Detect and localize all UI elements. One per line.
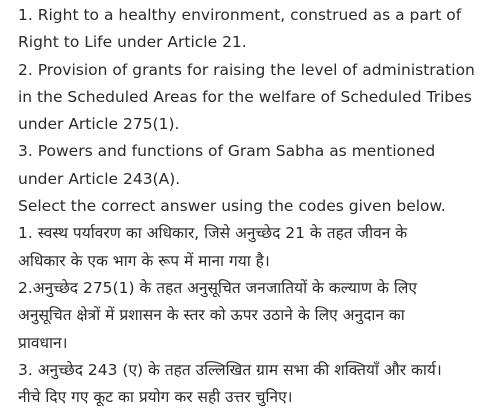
statement-1-line-1: 1. Right to a healthy environment, construed as a part of (18, 6, 462, 24)
statement-3-line-1: 3. Powers and functions of Gram Sabha as mentioned (18, 142, 436, 161)
hindi-statement-2-line-2: अनुसूचित क्षेत्रों में प्रशासन के स्तर को ऊपर उठाने के लिए अनुदान का (18, 306, 405, 325)
statement-3-line-2: under Article 243(A). (18, 169, 181, 188)
hindi-statement-2-line-3: प्रावधान। (18, 333, 68, 352)
statement-2-line-1: 2. Provision of grants for raising the level of administration (18, 60, 475, 79)
hindi-instruction-line: नीचे दिए गए कूट का प्रयोग कर सही उत्तर चुनिए। (18, 388, 293, 407)
statement-2-line-3: under Article 275(1). (18, 115, 180, 134)
statement-2-line-2: in the Scheduled Areas for the welfare of Scheduled Tribes (18, 87, 472, 106)
hindi-statement-3-line-1: 3. अनुच्छेद 243 (ए) के तहत उल्लिखित ग्राम सभा की शक्तियाँ और कार्य। (18, 360, 442, 379)
hindi-statement-1-line-1: 1. स्वस्थ पर्यावरण का अधिकार, जिसे अनुच्छेद 21 के तहत जीवन के (18, 224, 408, 243)
hindi-statement-2-line-1: 2.अनुच्छेद 275(1) के तहत अनुसूचित जनजातियों के कल्याण के लिए (18, 278, 417, 297)
instruction-line: Select the correct answer using the codes given below. (18, 197, 446, 216)
statement-1-line-2: Right to Life under Article 21. (18, 33, 247, 52)
hindi-statement-1-line-2: अधिकार के एक भाग के रूप में माना गया है। (18, 251, 270, 270)
